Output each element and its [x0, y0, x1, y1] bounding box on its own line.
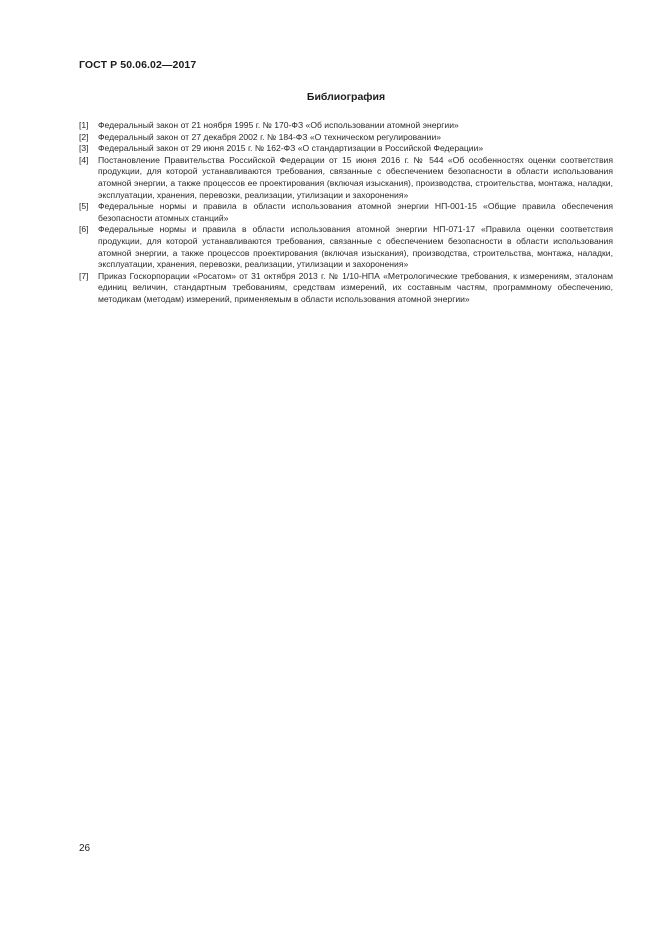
bibliography-item	[79, 155, 613, 201]
bibliography-item	[79, 201, 613, 224]
bibliography-item-number: [1]	[79, 120, 89, 130]
bibliography-item-text: Приказ Госкорпорации «Росатом» от 31 октября 2013 г. № 1/10-НПА «Метрологические требования, к измерениям, эталонам единиц величин, стандартным требованиям, средствам измерений, их составным частям, программному обеспечению, методикам (методам) измерений, применяемым в области использования атомной энергии»	[98, 270, 613, 304]
bibliography-item-text: Федеральные нормы и правила в области использования атомной энергии НП-071-17 «Правила оценки соответствия продукции, для которой устанавливаются требования, связанные с обеспечением безопасности в области использования атомной энергии, а также процессов проектирования (включая изыскания), производства, строительства, монтажа, наладки, эксплуатации, хранения, перевозки, реализации, утилизации и захоронения»	[98, 224, 613, 270]
bibliography-item-number: [7]	[79, 270, 89, 281]
bibliography-item-text: Федеральный закон от 29 июня 2015 г. № 162-ФЗ «О стандартизации в Российской Федерации»	[98, 143, 484, 154]
bibliography-item-text: Федеральный закон от 27 декабря 2002 г. № 184-ФЗ «О техническом регулировании»	[98, 131, 442, 142]
bibliography-item-number: [5]	[79, 201, 89, 212]
bibliography-item	[79, 143, 613, 155]
bibliography-list	[79, 120, 613, 306]
bibliography-item-text: Федеральный закон от 21 ноября 1995 г. № 170-ФЗ «Об использовании атомной энергии»	[98, 120, 459, 130]
bibliography-item-text: Постановление Правительства Российской Федерации от 15 июня 2016 г. № 544 «Об особенностях оценки соответствия продукции, для которой устанавливаются требования, связанные с обеспечением безопасности в области использования атомной энергии, а также процессов ее проектирования (включая изыскания), производства, строительства, монтажа, наладки, эксплуатации, хранения, перевозки, реализации, утилизации и захоронения»	[98, 154, 613, 200]
bibliography-item	[79, 132, 613, 144]
document-code: ГОСТ Р 50.06.02—2017	[79, 59, 197, 71]
bibliography-item-text: Федеральные нормы и правила в области использования атомной энергии НП-001-15 «Общие правила обеспечения безопасности атомных станций»	[98, 201, 613, 223]
bibliography-item-number: [6]	[79, 224, 89, 235]
bibliography-item-number: [4]	[79, 154, 89, 165]
bibliography-item-number: [2]	[79, 131, 89, 142]
bibliography-item-number: [3]	[79, 143, 89, 154]
bibliography-item	[79, 271, 613, 306]
bibliography-item	[79, 224, 613, 270]
bibliography-title: Библиография	[306, 91, 386, 103]
bibliography-item	[79, 120, 613, 132]
page-number: 26	[79, 843, 91, 854]
